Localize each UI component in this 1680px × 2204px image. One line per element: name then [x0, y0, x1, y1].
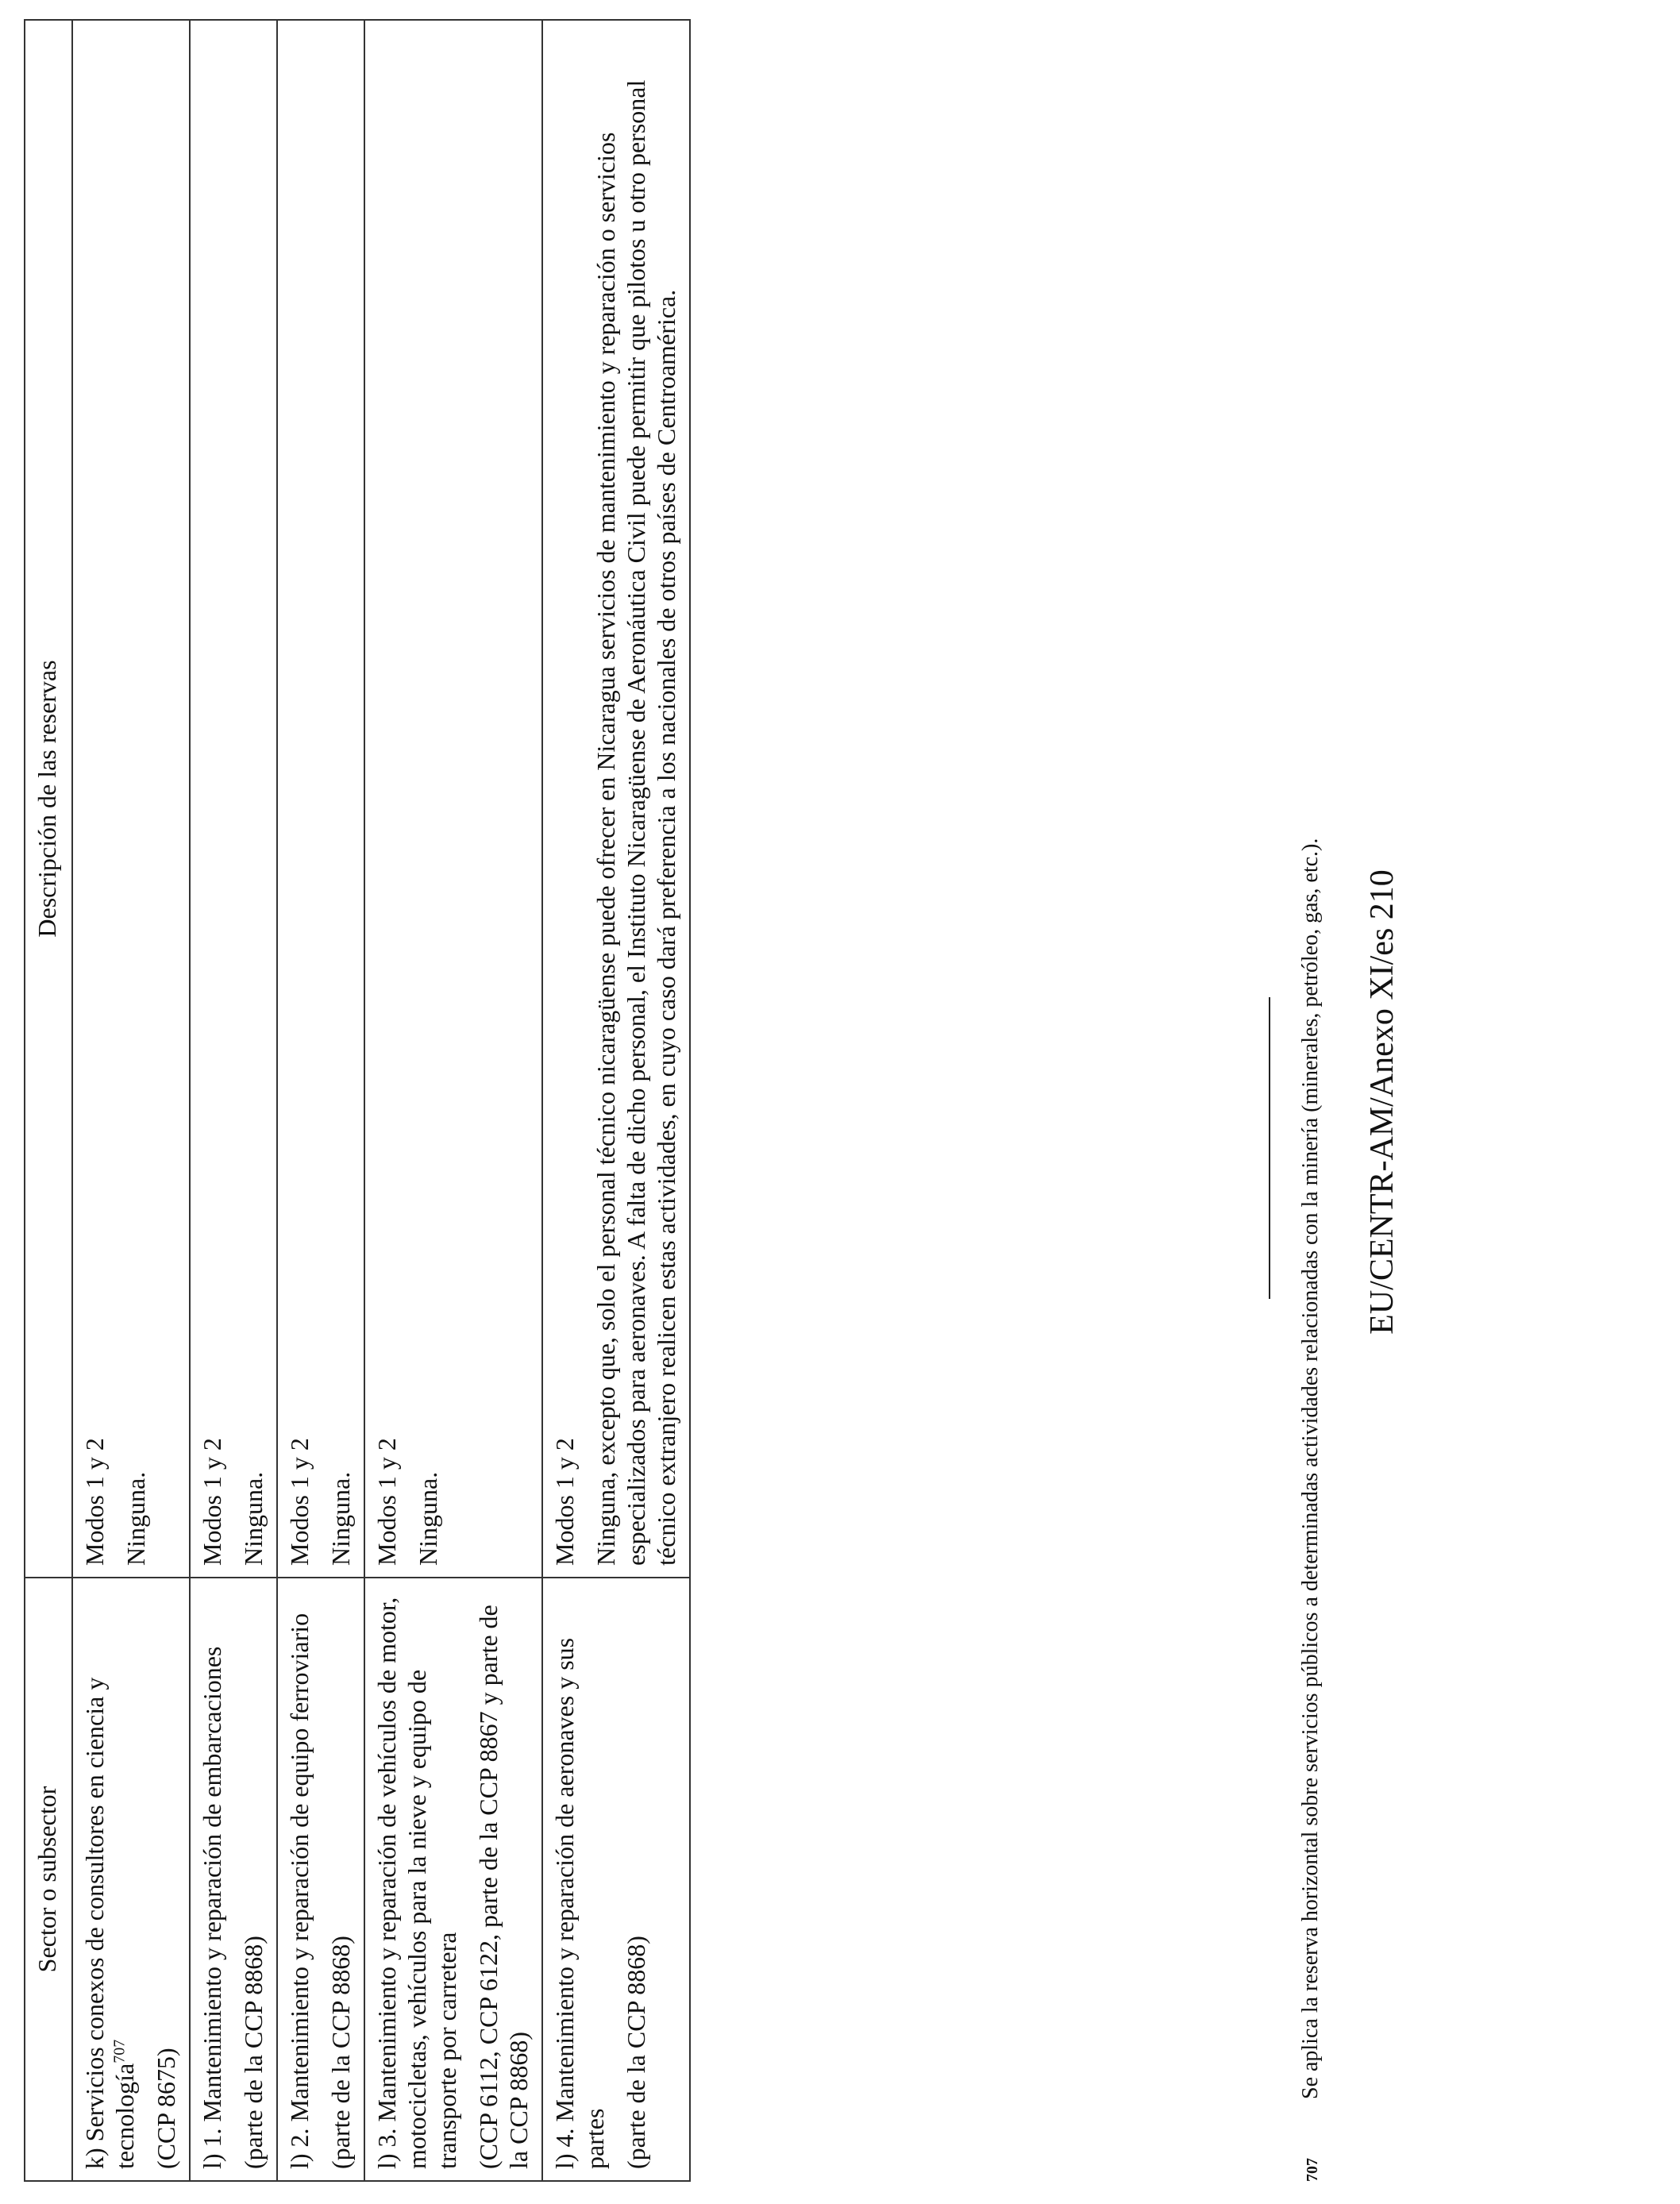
- sector-cell: [364, 1578, 542, 2181]
- description-text: Ninguna, excepto que, solo el personal técnico nicaragüense puede ofrecer en Nicaragua servicios de mantenimiento y reparación o servicios especializados para aeronaves. A falta de dicho personal, el Instituto Nicaragüense de Aeronáutica Civil puede permitir que pilotos u otro personal técnico extranjero realicen estas actividades, en cuyo caso dará preferencia a los nacionales de otros países de Centroamérica.: [591, 79, 680, 1566]
- description-cell: [277, 20, 364, 1578]
- footnote-number: 707: [1304, 2158, 1321, 2182]
- footnote: [1297, 838, 1326, 2182]
- mode-label: Modos 1 y 2: [198, 1438, 226, 1566]
- mode-label: Modos 1 y 2: [372, 1438, 401, 1566]
- description-cell: [542, 20, 690, 1578]
- description-cell: [364, 20, 542, 1578]
- header-description: Descripción de las reservas: [25, 20, 72, 1578]
- footnote-separator: [1269, 997, 1270, 1299]
- description-text: Ninguna.: [239, 1471, 268, 1566]
- mode-label: Modos 1 y 2: [285, 1438, 314, 1566]
- sector-code: (CCP 6112, CCP 6122, parte de la CCP 8867 y parte de la CCP 8868): [474, 1605, 533, 2169]
- sector-code: (parte de la CCP 8868): [622, 1936, 650, 2169]
- sector-text: l) 1. Mantenimiento y reparación de embarcaciones: [198, 1646, 226, 2169]
- table-row: [542, 20, 690, 2181]
- sector-cell: [542, 1578, 690, 2181]
- page-reference: EU/CENTR-AM/Anexo XI/es 210: [1364, 869, 1401, 1335]
- sector-cell: [72, 1578, 190, 2181]
- reservations-table: [24, 19, 691, 2182]
- table-row: [190, 20, 277, 2181]
- header-sector: Sector o subsector: [25, 1578, 72, 2181]
- sector-text: l) 2. Mantenimiento y reparación de equipo ferroviario: [285, 1613, 314, 2169]
- sector-text: l) 3. Mantenimiento y reparación de vehículos de motor, motocicletas, vehículos para la nieve y equipo de transporte por carretera: [372, 1597, 461, 2169]
- mode-label: Modos 1 y 2: [550, 1438, 579, 1566]
- description-text: Ninguna.: [326, 1471, 355, 1566]
- table-row: [72, 20, 190, 2181]
- table-row: [277, 20, 364, 2181]
- table-header-row: [25, 20, 72, 2181]
- sector-cell: [277, 1578, 364, 2181]
- description-cell: [72, 20, 190, 1578]
- description-cell: [190, 20, 277, 1578]
- sector-code: (parte de la CCP 8868): [326, 1936, 355, 2169]
- footnote-reference[interactable]: 707: [110, 2039, 129, 2063]
- description-text: Ninguna.: [414, 1471, 442, 1566]
- sector-code: (parte de la CCP 8868): [239, 1936, 268, 2169]
- sector-code: (CCP 8675): [152, 2048, 180, 2169]
- footnote-text: Se aplica la reserva horizontal sobre servicios públicos a determinadas actividades relacionadas con la minería (minerales, petróleo, gas, etc.).: [1298, 838, 1323, 2099]
- sector-text: l) 4. Mantenimiento y reparación de aeronaves y sus partes: [550, 1637, 609, 2169]
- sector-cell: [190, 1578, 277, 2181]
- mode-label: Modos 1 y 2: [80, 1438, 109, 1566]
- description-text: Ninguna.: [121, 1471, 150, 1566]
- sector-text: k) Servicios conexos de consultores en ciencia y tecnología: [80, 1677, 139, 2169]
- table-row: [364, 20, 542, 2181]
